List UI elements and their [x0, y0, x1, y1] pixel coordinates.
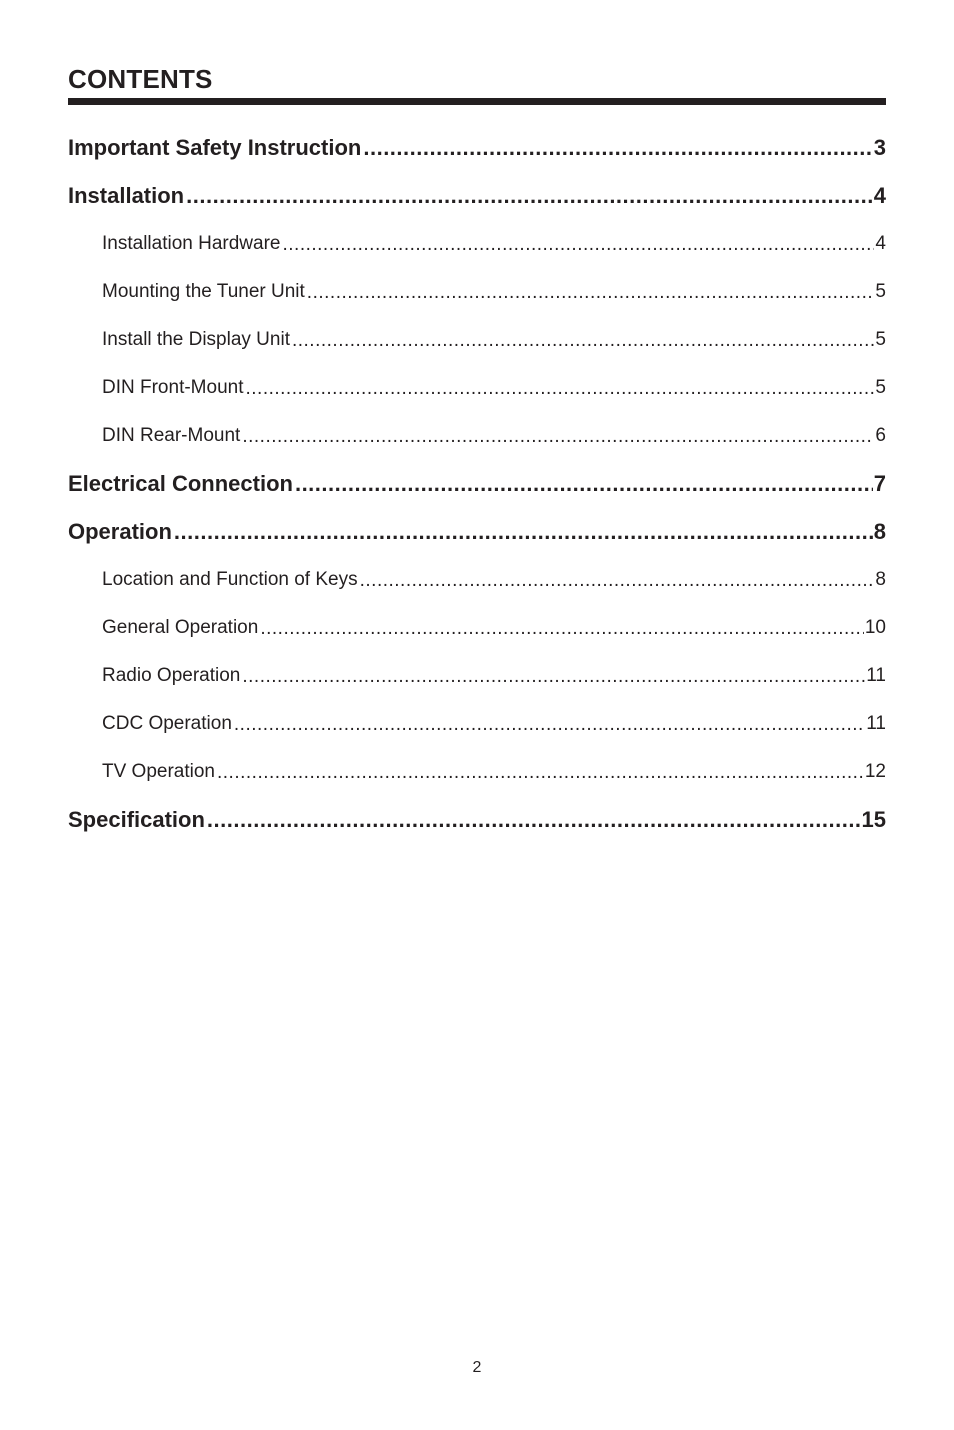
toc-entry-label: CDC Operation — [102, 713, 232, 734]
toc-entry[interactable] — [68, 556, 886, 604]
toc-dot-leader — [207, 809, 861, 831]
toc-entry-label: Install the Display Unit — [102, 329, 290, 350]
toc-entry-label: Mounting the Tuner Unit — [102, 281, 305, 302]
toc-entry-label: TV Operation — [102, 761, 215, 782]
toc-entry-label: Installation — [68, 183, 185, 208]
toc-entry[interactable] — [68, 412, 886, 460]
toc-entry-page: 11 — [866, 713, 886, 734]
toc-entry[interactable] — [68, 364, 886, 412]
toc-entry-page: 8 — [875, 569, 886, 590]
toc-dot-leader — [292, 331, 874, 350]
toc-dot-leader — [363, 137, 872, 159]
toc-dot-leader — [174, 521, 873, 543]
toc-entry[interactable] — [68, 316, 886, 364]
toc-entry[interactable] — [68, 460, 886, 508]
toc-entry[interactable] — [68, 748, 886, 796]
page-number: 2 — [472, 1359, 482, 1376]
toc-entry[interactable] — [68, 124, 886, 172]
toc-entry[interactable] — [68, 220, 886, 268]
toc-dot-leader — [307, 283, 875, 302]
toc-entry[interactable] — [68, 268, 886, 316]
toc-entry[interactable] — [68, 172, 886, 220]
toc-entry-page: 8 — [873, 519, 886, 544]
toc-entry-page: 3 — [873, 135, 886, 160]
toc-dot-leader — [234, 715, 865, 734]
toc-dot-leader — [260, 619, 864, 638]
toc-entry-page: 6 — [875, 425, 886, 446]
toc-entry-label: Installation Hardware — [102, 233, 281, 254]
toc-entry[interactable] — [68, 604, 886, 652]
toc-entry-label: Operation — [68, 519, 172, 544]
toc-dot-leader — [245, 379, 874, 398]
toc-entry-page: 12 — [864, 761, 886, 782]
toc-entry-page: 5 — [875, 377, 886, 398]
toc-entry-label: General Operation — [102, 617, 259, 638]
toc-entry[interactable] — [68, 652, 886, 700]
table-of-contents — [68, 124, 886, 844]
toc-entry-page: 7 — [873, 471, 886, 496]
page-title: CONTENTS — [68, 64, 213, 94]
toc-entry-label: Important Safety Instruction — [68, 135, 362, 160]
toc-entry-label: DIN Front-Mount — [102, 377, 244, 398]
toc-dot-leader — [186, 185, 873, 207]
toc-entry-page: 4 — [875, 233, 886, 254]
toc-entry[interactable] — [68, 700, 886, 748]
toc-entry-label: DIN Rear-Mount — [102, 425, 241, 446]
toc-entry-page: 5 — [875, 329, 886, 350]
toc-entry[interactable] — [68, 508, 886, 556]
toc-entry-label: Location and Function of Keys — [102, 569, 358, 590]
toc-dot-leader — [242, 667, 865, 686]
toc-dot-leader — [217, 763, 864, 782]
toc-dot-leader — [282, 235, 874, 254]
toc-entry[interactable] — [68, 796, 886, 844]
toc-dot-leader — [242, 427, 874, 446]
toc-entry-page: 11 — [866, 665, 886, 686]
toc-entry-page: 10 — [864, 617, 886, 638]
toc-entry-label: Electrical Connection — [68, 471, 293, 496]
toc-entry-page: 15 — [861, 807, 886, 832]
toc-entry-page: 4 — [873, 183, 886, 208]
toc-dot-leader — [360, 571, 875, 590]
toc-dot-leader — [295, 473, 873, 495]
toc-entry-label: Radio Operation — [102, 665, 241, 686]
toc-entry-page: 5 — [875, 281, 886, 302]
title-divider — [68, 98, 886, 105]
toc-entry-label: Specification — [68, 807, 205, 832]
